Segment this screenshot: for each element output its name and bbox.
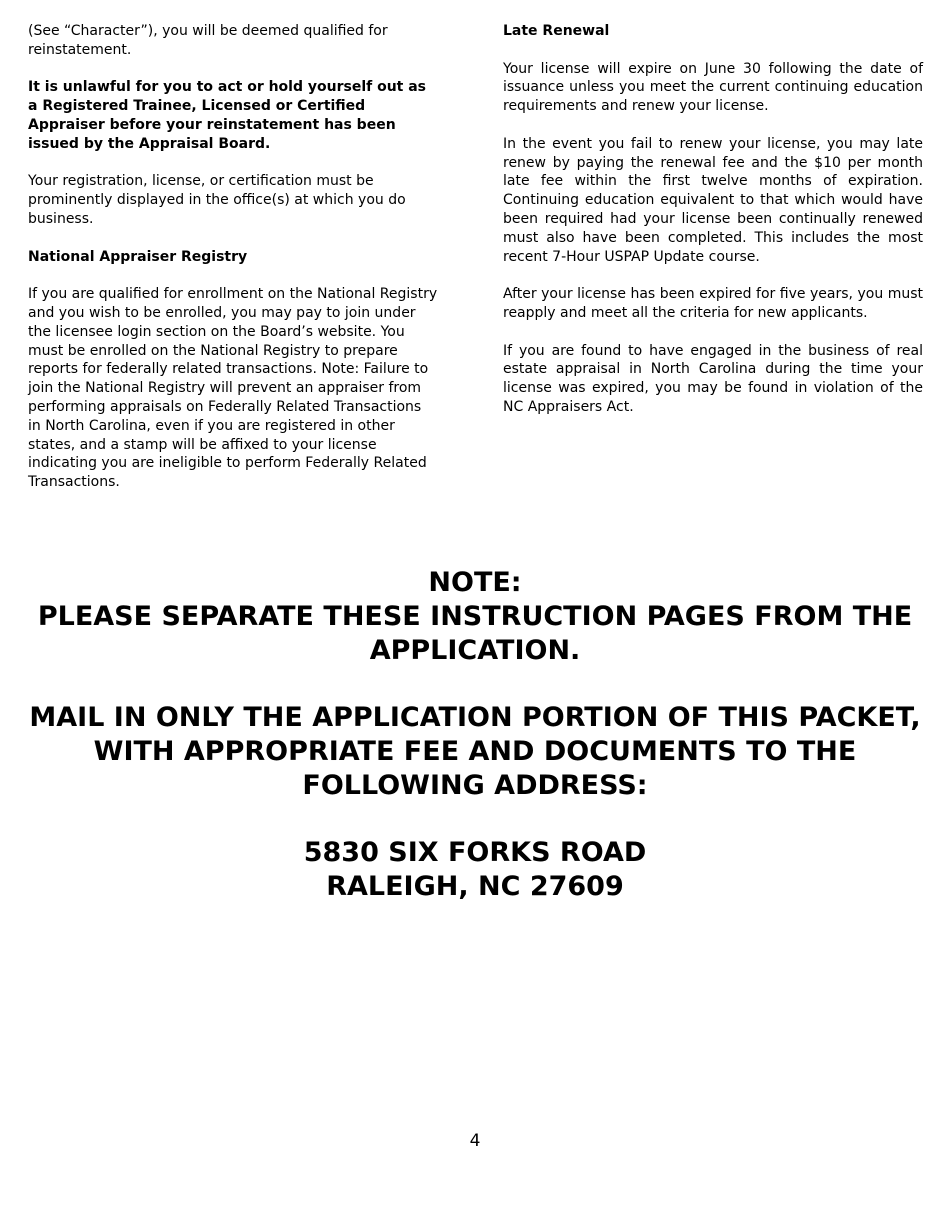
separate-pages-text: PLEASE SEPARATE THESE INSTRUCTION PAGES FROM THE APPLICATION. <box>37 600 913 666</box>
late-renewal-heading: Late Renewal <box>503 23 610 39</box>
address-line-2: RALEIGH, NC 27609 <box>326 871 624 903</box>
mail-instructions-text: MAIL IN ONLY THE APPLICATION PORTION OF THIS PACKET, WITH APPROPRIATE FEE AND DOCUMENTS TO THE FOLLOWING ADDRESS: <box>29 702 921 801</box>
national-registry-heading: National Appraiser Registry <box>28 248 248 265</box>
display-license-paragraph: Your registration, license, or certification must be prominently displayed in the office(s) at which you do business. <box>28 173 406 227</box>
national-registry-paragraph: If you are qualified for enrollment on the National Registry and you wish to be enrolled, you may pay to join under the licensee login section on the Board’s website. You must be enrolled on the National Registry to prepare reports for federally related transactions. Note: Failure to join the National Registry will prevent an appraiser from performing appraisals on Federally Related Transactions in North Carolina, even if you are registered in other states, and a stamp will be affixed to your license indicating you are ineligible to perform Federally Related Transactions. <box>28 286 438 491</box>
reinstatement-intro-paragraph: (See “Character”), you will be deemed qualified for reinstatement. <box>28 23 388 58</box>
note-heading: NOTE: <box>428 567 522 598</box>
page-number: 4 <box>469 1131 481 1151</box>
violation-paragraph: If you are found to have engaged in the business of real estate appraisal in North Carolina during the time your license was expired, you may be found in violation of the NC Appraisers Act. <box>503 342 923 415</box>
five-years-paragraph: After your license has been expired for five years, you must reapply and meet all the criteria for new applicants. <box>503 286 923 321</box>
right-column <box>503 22 923 436</box>
mailing-note <box>0 566 950 904</box>
address-line-1: 5830 SIX FORKS ROAD <box>303 837 647 869</box>
late-renew-paragraph: In the event you fail to renew your license, you may late renew by paying the renewal fee and the $10 per month late fee within the first twelve months of expiration. Continuing education equivalent to that which would have been required had your license been continually renewed must also have been completed. This includes the most recent 7-Hour USPAP Update course. <box>503 135 923 265</box>
unlawful-warning-paragraph: It is unlawful for you to act or hold yourself out as a Registered Trainee, Licensed or Certified Appraiser before your reinstatement has been issued by the Appraisal Board. <box>28 79 427 152</box>
license-expire-paragraph: Your license will expire on June 30 following the date of issuance unless you meet the current continuing education requirements and renew your license. <box>503 60 923 115</box>
left-column <box>28 22 438 511</box>
